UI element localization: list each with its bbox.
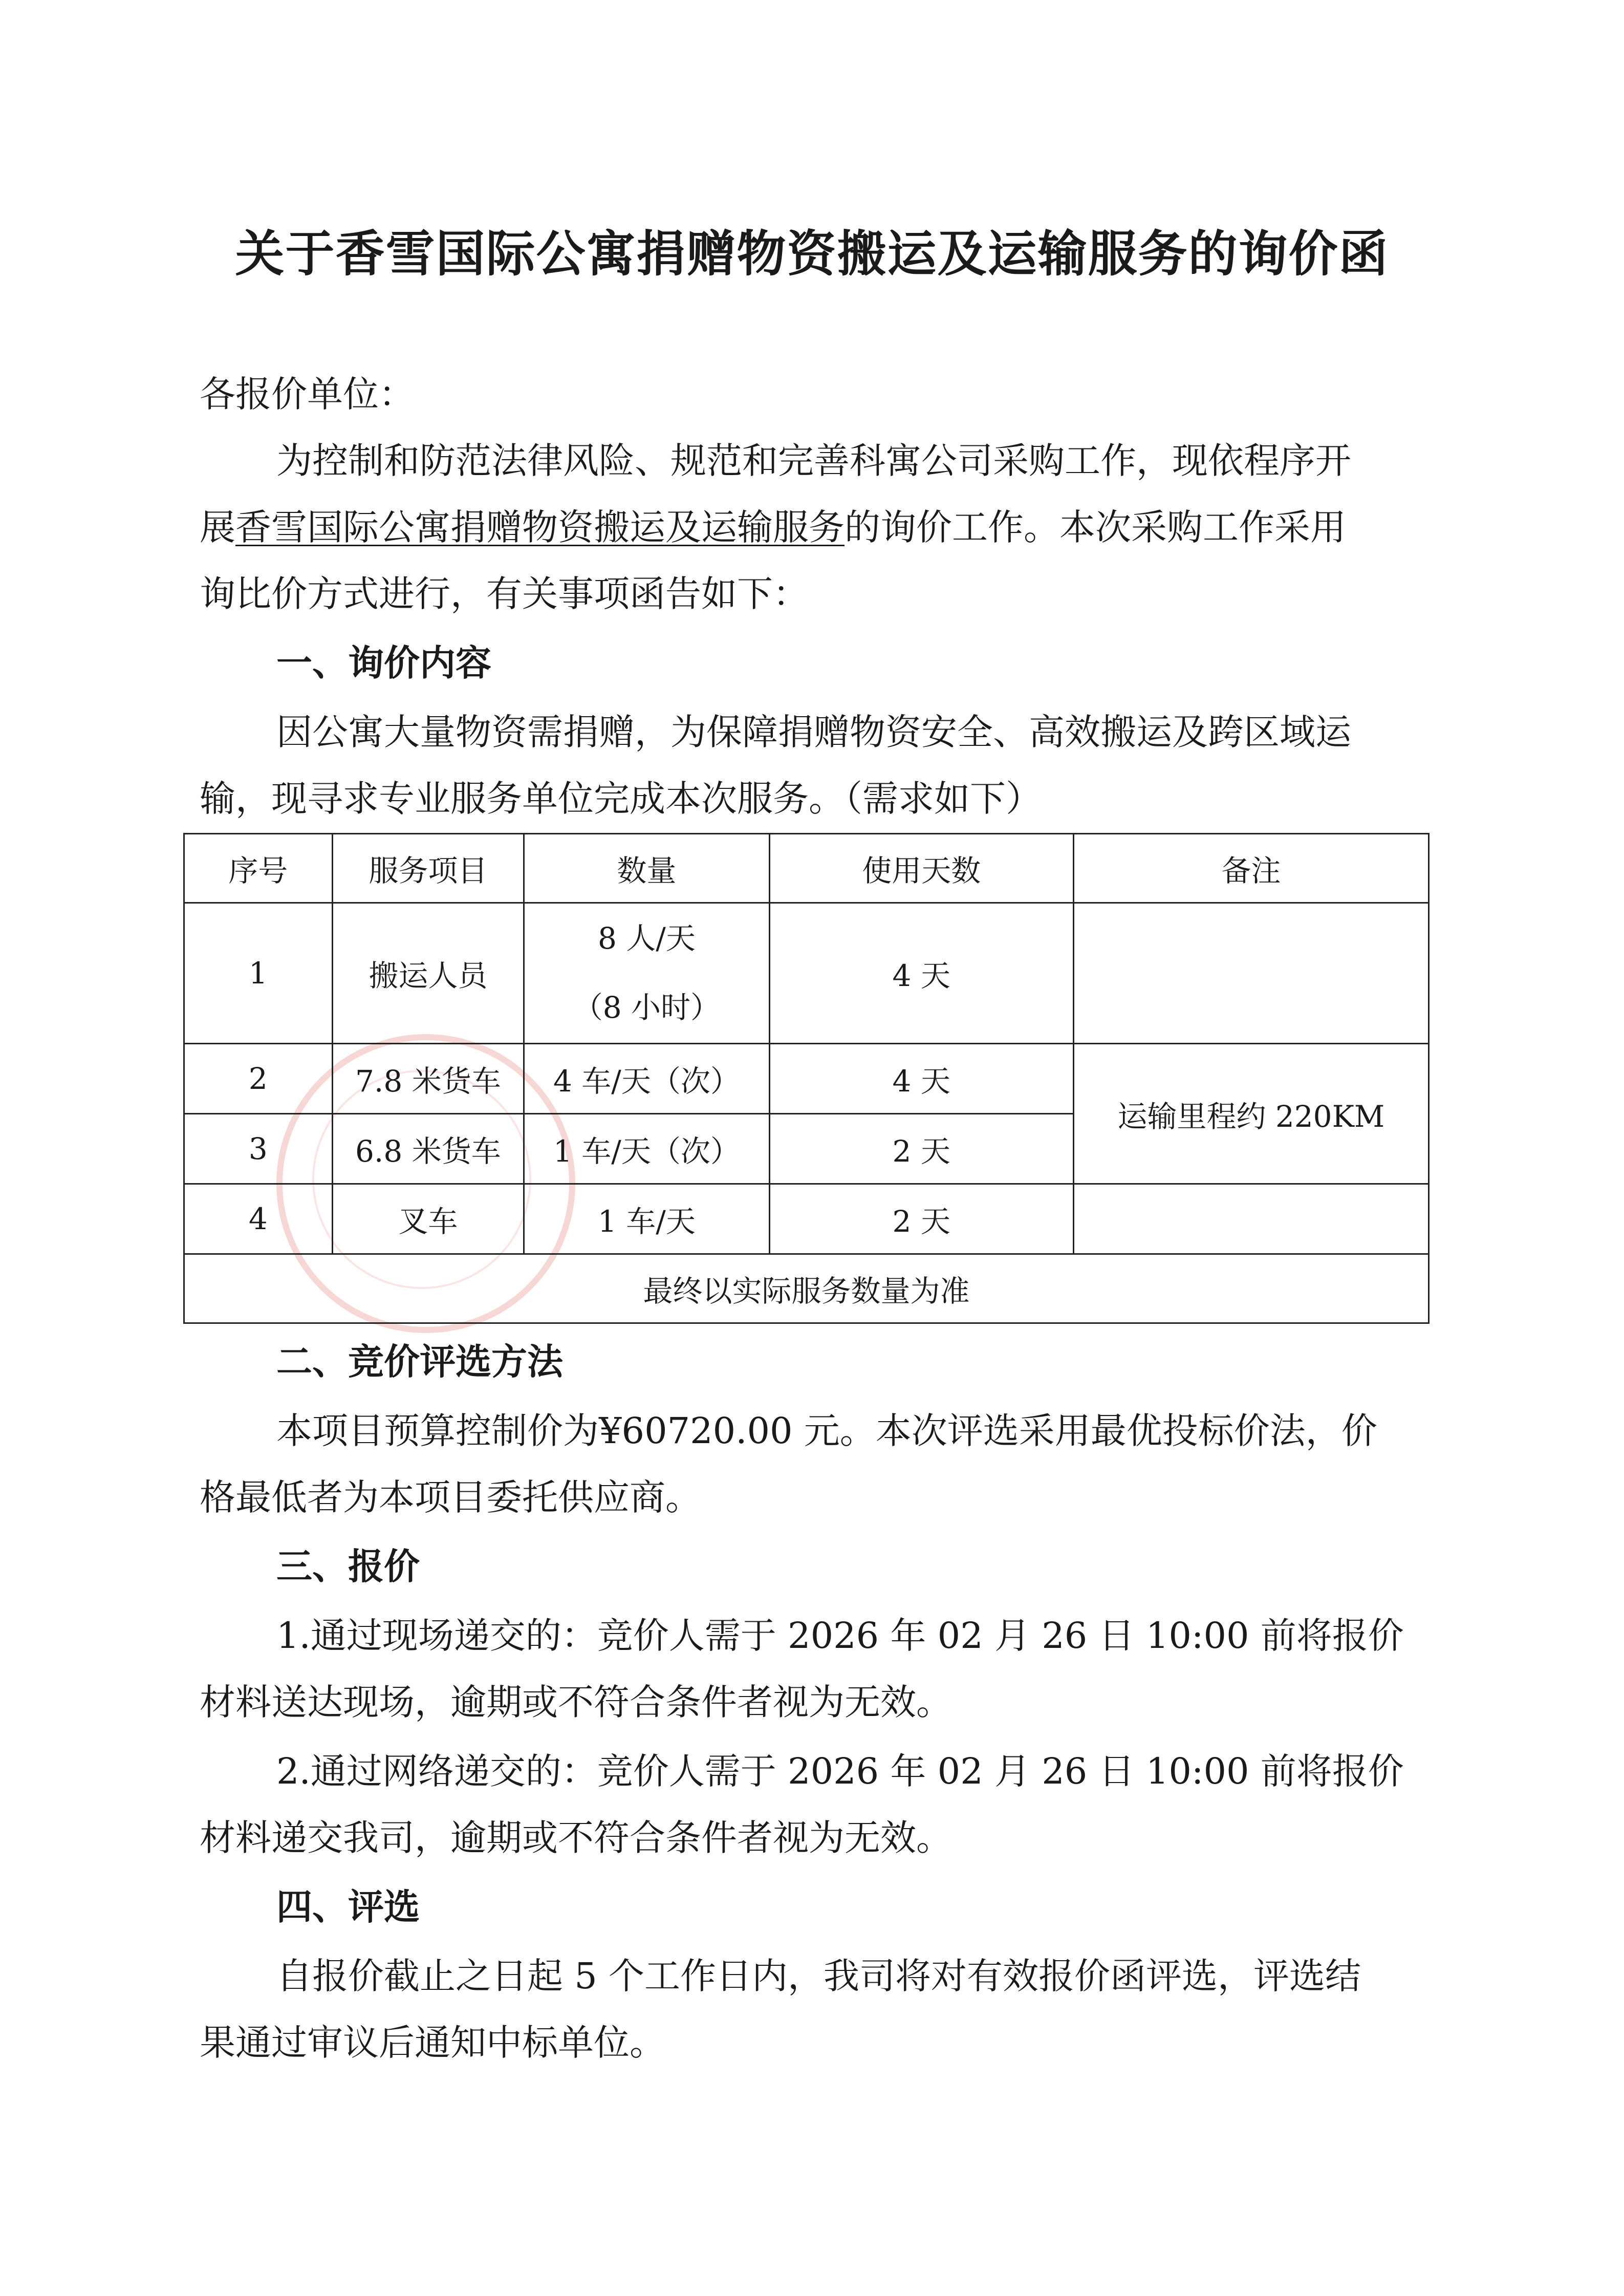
row-qty-line-2: （8 小时）	[573, 990, 721, 1025]
project-name-underlined: 香雪国际公寓捐赠物资搬运及运输服务	[235, 506, 845, 548]
row-no: 3	[184, 1114, 333, 1184]
row-qty: 1 车/天	[524, 1184, 770, 1254]
section4-line-1: 自报价截止之日起 5 个工作日内，我司将对有效报价函评选，评选结	[276, 1955, 1361, 1997]
row-no: 2	[184, 1044, 333, 1114]
section1-heading: 一、询价内容	[276, 641, 491, 684]
section3-p1-line-1: 1.通过现场递交的：竞价人需于 2026 年 02 月 26 日 10:00 前将报价	[276, 1615, 1404, 1657]
section3-p2-line-1: 2.通过网络递交的：竞价人需于 2026 年 02 月 26 日 10:00 前将报价	[276, 1750, 1404, 1792]
section1-line-2: 输，现寻求专业服务单位完成本次服务。（需求如下）	[200, 778, 1042, 820]
table-row	[184, 1184, 1429, 1254]
greeting: 各报价单位：	[200, 373, 415, 415]
section2-line-1: 本项目预算控制价为¥60720.00 元。本次评选采用最优投标价法，价	[276, 1410, 1377, 1452]
document-title: 关于香雪国际公寓捐赠物资搬运及运输服务的询价函	[235, 225, 1389, 283]
header-cell: 使用天数	[769, 834, 1073, 903]
intro-line-2-suffix: 的询价工作。本次采购工作采用	[845, 506, 1346, 548]
row-no: 4	[184, 1184, 333, 1254]
section3-heading: 三、报价	[276, 1545, 420, 1587]
intro-line-2	[200, 502, 1346, 553]
intro-line-1: 为控制和防范法律风险、规范和完善科寓公司采购工作，现依程序开	[276, 440, 1351, 482]
header-cell: 数量	[524, 834, 770, 903]
row-days: 2 天	[769, 1184, 1073, 1254]
row-days: 4 天	[769, 903, 1073, 1044]
row-qty	[524, 903, 770, 1044]
section4-heading: 四、评选	[276, 1885, 420, 1928]
row-item: 叉车	[332, 1184, 524, 1254]
row-item: 7.8 米货车	[332, 1044, 524, 1114]
intro-line-2-prefix: 展	[200, 506, 235, 548]
row-remark-transport: 运输里程约 220KM	[1073, 1044, 1428, 1184]
table-footer-row	[184, 1254, 1429, 1323]
header-cell: 备注	[1073, 834, 1428, 903]
row-item: 6.8 米货车	[332, 1114, 524, 1184]
row-remark-empty	[1073, 903, 1428, 1044]
row-remark-empty	[1073, 1184, 1428, 1254]
header-cell: 服务项目	[332, 834, 524, 903]
row-qty: 4 车/天（次）	[524, 1044, 770, 1114]
section2-heading: 二、竞价评选方法	[276, 1340, 563, 1383]
table-header-row	[184, 834, 1429, 903]
section3-p1-line-2: 材料送达现场，逾期或不符合条件者视为无效。	[200, 1681, 952, 1723]
table-footer-note: 最终以实际服务数量为准	[184, 1254, 1429, 1323]
row-no: 1	[184, 903, 333, 1044]
row-item: 搬运人员	[332, 903, 524, 1044]
section1-line-1: 因公寓大量物资需捐赠，为保障捐赠物资安全、高效搬运及跨区域运	[276, 711, 1351, 753]
row-days: 2 天	[769, 1114, 1073, 1184]
row-days: 4 天	[769, 1044, 1073, 1114]
table-row	[184, 903, 1429, 1044]
table-row	[184, 1044, 1429, 1114]
section3-p2-line-2: 材料递交我司，逾期或不符合条件者视为无效。	[200, 1817, 952, 1859]
intro-line-3: 询比价方式进行，有关事项函告如下：	[200, 573, 809, 615]
requirements-table	[183, 833, 1430, 1324]
section4-line-2: 果通过审议后通知中标单位。	[200, 2022, 665, 2064]
row-qty-line-1: 8 人/天	[597, 921, 696, 956]
section2-line-2: 格最低者为本项目委托供应商。	[200, 1476, 701, 1518]
header-cell: 序号	[184, 834, 333, 903]
row-qty: 1 车/天（次）	[524, 1114, 770, 1184]
